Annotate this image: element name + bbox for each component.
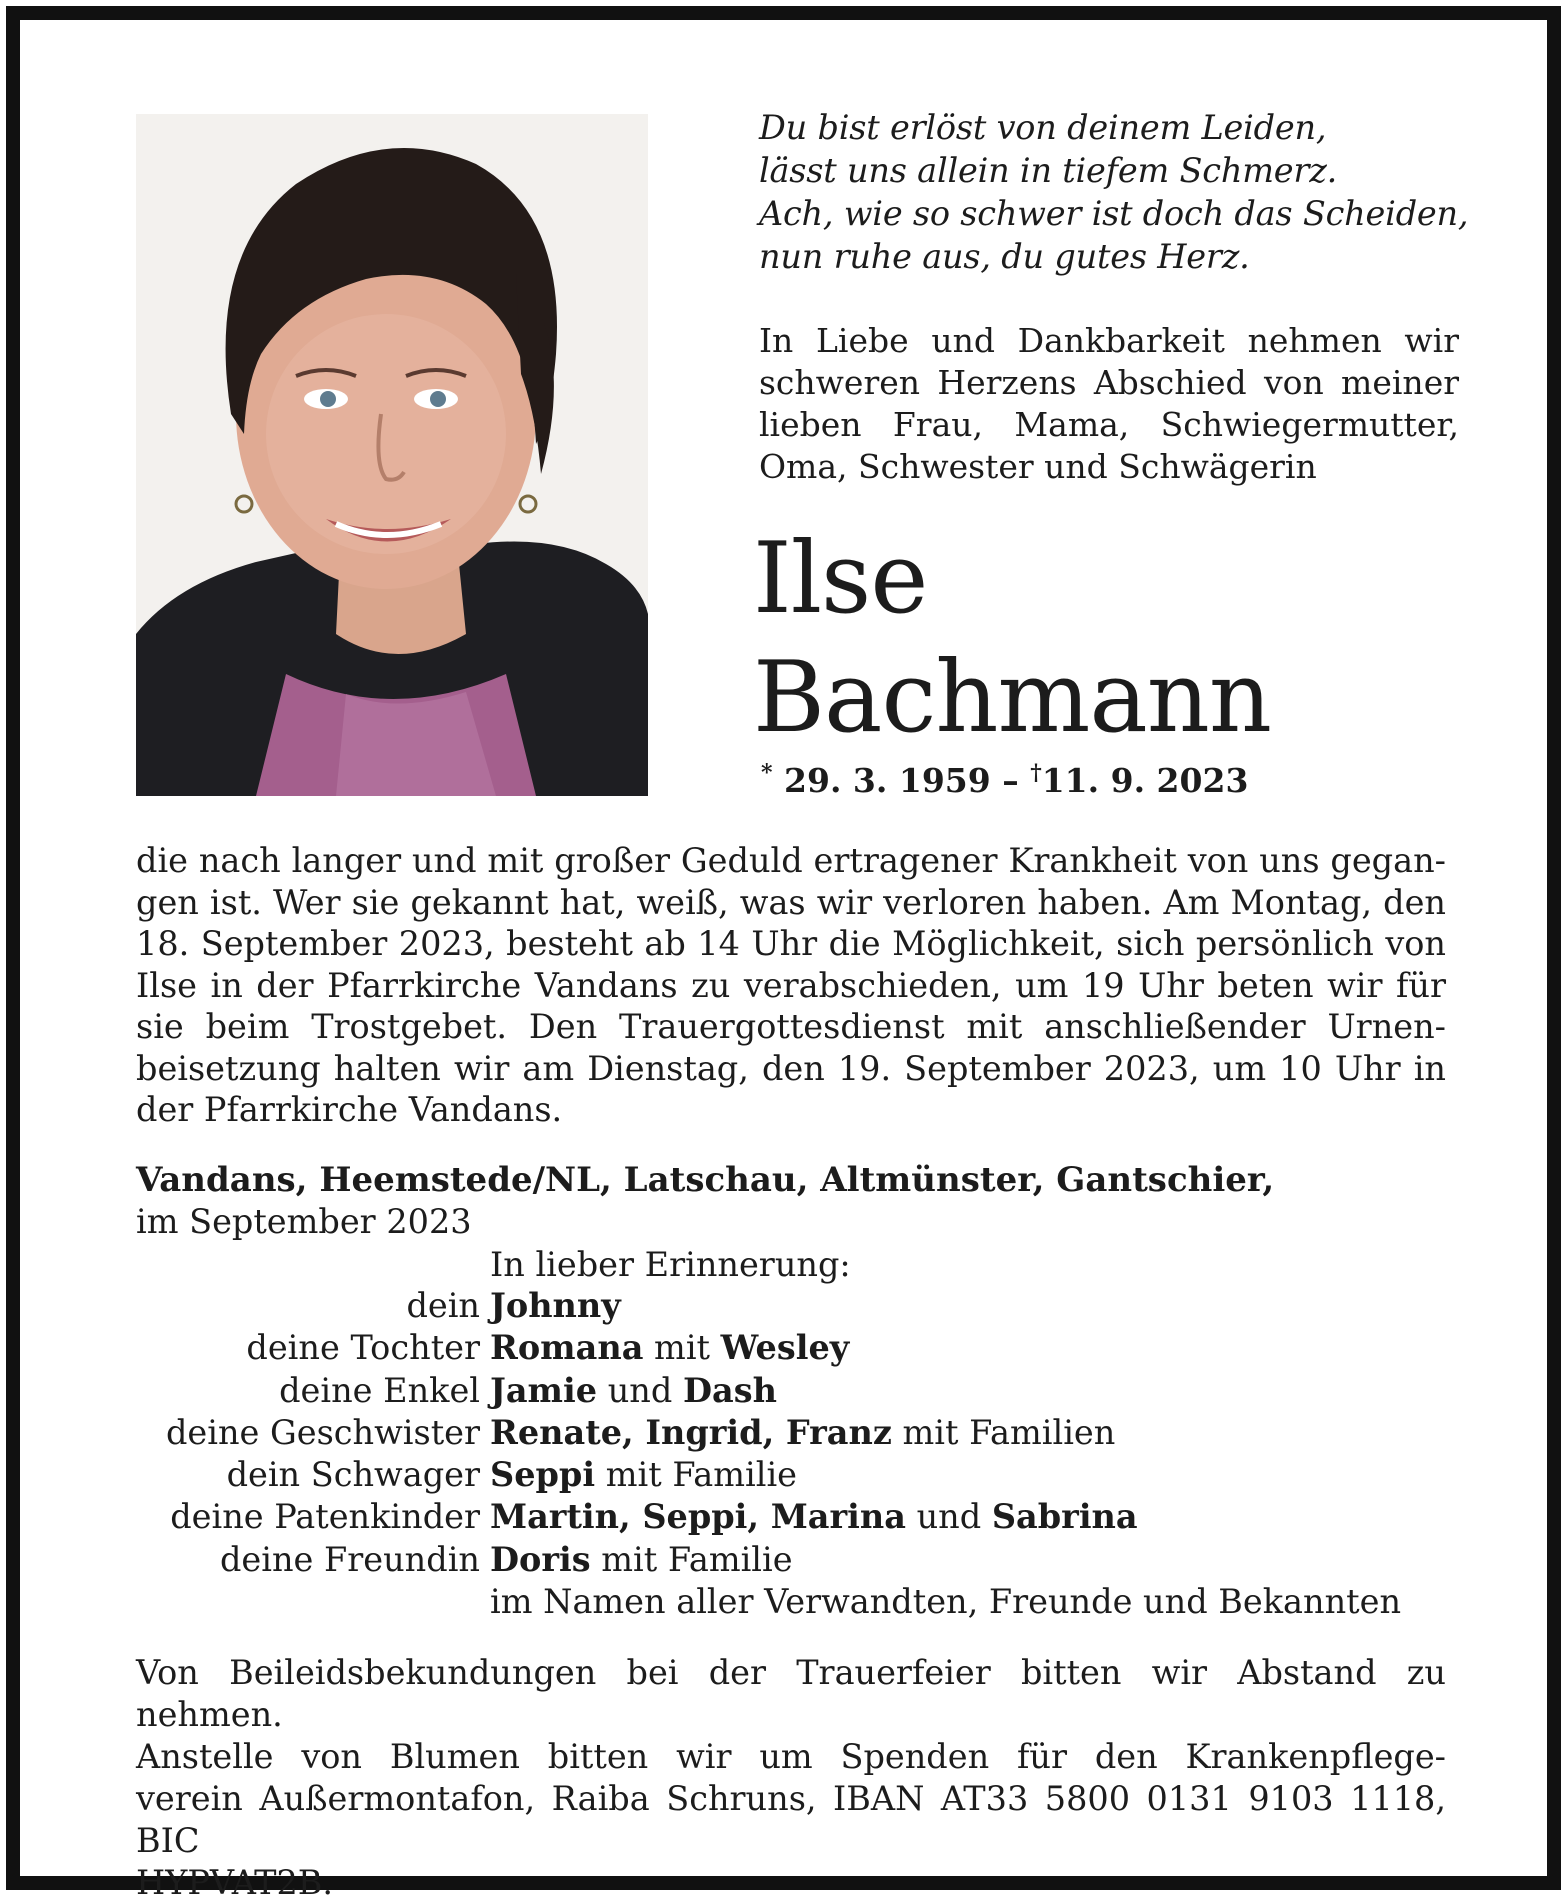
remembrance-heading: In lieber Erinnerung: — [490, 1245, 851, 1284]
mourner-names — [490, 1539, 793, 1581]
mourner-connector: mit Familie — [595, 1455, 798, 1495]
body-line: gen ist. Wer sie gekannt hat, weiß, was wir verloren haben. Am Montag, den — [136, 882, 1446, 922]
poem-line: lässt uns allein in tiefem Schmerz. — [759, 151, 1338, 190]
mourner-name: Doris — [490, 1539, 591, 1579]
last-name: Bachmann — [753, 641, 1272, 755]
deceased-name — [753, 520, 1271, 758]
birth-date: 29. 3. 1959 — [784, 761, 991, 800]
intro-line: Oma, Schwester und Schwägerin — [759, 447, 1317, 486]
obituary-notice — [6, 6, 1561, 1902]
body-line: beisetzung halten wir am Dienstag, den 19. September 2023, um 10 Uhr in — [136, 1048, 1446, 1088]
mourners-list — [120, 1285, 1480, 1623]
mourner-name: Johnny — [490, 1286, 621, 1325]
body-line: 18. September 2023, besteht ab 14 Uhr die Möglichkeit, sich persönlich von — [136, 924, 1446, 963]
mourner-name: Seppi — [490, 1455, 596, 1495]
body-line: Ilse in der Pfarrkirche Vandans zu verabschieden, um 19 Uhr beten wir für — [136, 965, 1446, 1005]
mourner-row — [120, 1412, 1480, 1454]
death-date: 11. 9. 2023 — [1041, 761, 1249, 800]
places-list: Vandans, Heemstede/NL, Latschau, Altmünster, Gantschier, — [136, 1160, 1275, 1200]
body-line: sie beim Trostgebet. Den Trauergottesdienst mit anschließender Urnen- — [136, 1007, 1446, 1046]
date-separator: – — [1002, 761, 1019, 800]
obituary-body — [136, 840, 1446, 1131]
mourner-name: Wesley — [720, 1328, 850, 1368]
mourner-row — [120, 1496, 1480, 1538]
mourner-connector: mit Familie — [590, 1539, 793, 1579]
mourner-name: Jamie — [490, 1370, 598, 1410]
intro-line: In Liebe und Dankbarkeit nehmen wir — [759, 321, 1459, 360]
mourner-names — [490, 1412, 1115, 1454]
mourner-name: Martin, Seppi, Marina — [490, 1497, 906, 1537]
mourner-relation: deine Enkel — [279, 1370, 480, 1410]
mourner-names — [490, 1496, 1138, 1538]
intro-line: schweren Herzens Abschied von meiner — [759, 363, 1459, 402]
footer-line: verein Außermontafon, Raiba Schruns, IBAN AT33 5800 0131 9103 1118, BIC — [136, 1779, 1446, 1860]
mourner-row — [120, 1285, 1480, 1327]
body-line: der Pfarrkirche Vandans. — [136, 1090, 563, 1129]
portrait-illustration — [136, 114, 648, 796]
mourner-row — [120, 1454, 1480, 1496]
signoff-date: im September 2023 — [136, 1202, 472, 1241]
mourner-names — [490, 1285, 621, 1327]
portrait-photo — [136, 114, 648, 796]
poem-line: nun ruhe aus, du gutes Herz. — [759, 237, 1250, 276]
death-symbol: † — [1030, 760, 1042, 786]
intro-text — [759, 320, 1459, 488]
mourner-names — [490, 1454, 797, 1496]
mourner-connector: und — [597, 1370, 683, 1410]
mourner-relation: deine Freundin — [219, 1539, 480, 1579]
mourner-relation: dein Schwager — [226, 1455, 480, 1495]
donation-note — [136, 1652, 1446, 1904]
footer-line: HYPVAT2B. — [136, 1863, 334, 1902]
birth-symbol: * — [761, 760, 773, 786]
mourner-names — [490, 1327, 849, 1369]
mourners-footer: im Namen aller Verwandten, Freunde und Bekannten — [490, 1582, 1402, 1622]
mourner-connector: mit Familien — [891, 1412, 1116, 1452]
memorial-poem — [759, 106, 1479, 278]
mourner-name: Dash — [682, 1370, 777, 1410]
mourner-relation: dein — [406, 1286, 480, 1325]
intro-line: lieben Frau, Mama, Schwiegermutter, — [759, 405, 1459, 444]
mourner-names — [490, 1370, 777, 1412]
mourner-name: Romana — [490, 1328, 644, 1368]
mourner-row — [120, 1539, 1480, 1581]
poem-line: Ach, wie so schwer ist doch das Scheiden, — [759, 194, 1469, 233]
mourner-relation: deine Geschwister — [165, 1412, 480, 1452]
mourner-relation: deine Tochter — [246, 1328, 480, 1368]
mourner-name: Sabrina — [991, 1497, 1138, 1537]
first-name: Ilse — [753, 522, 928, 636]
mourner-relation: deine Patenkinder — [170, 1497, 480, 1537]
poem-line: Du bist erlöst von deinem Leiden, — [759, 108, 1327, 147]
mourner-connector: mit — [643, 1328, 721, 1368]
mourner-row — [120, 1327, 1480, 1369]
footer-line: Von Beileidsbekundungen bei der Trauerfeier bitten wir Abstand zu nehmen. — [136, 1653, 1446, 1734]
life-dates — [761, 760, 1248, 800]
footer-line: Anstelle von Blumen bitten wir um Spenden für den Krankenpflege- — [136, 1737, 1446, 1776]
mourner-connector: und — [905, 1497, 992, 1537]
mourner-row — [120, 1370, 1480, 1412]
body-line: die nach langer und mit großer Geduld ertragener Krankheit von uns gegan- — [136, 841, 1446, 880]
mourner-name: Renate, Ingrid, Franz — [490, 1412, 892, 1452]
